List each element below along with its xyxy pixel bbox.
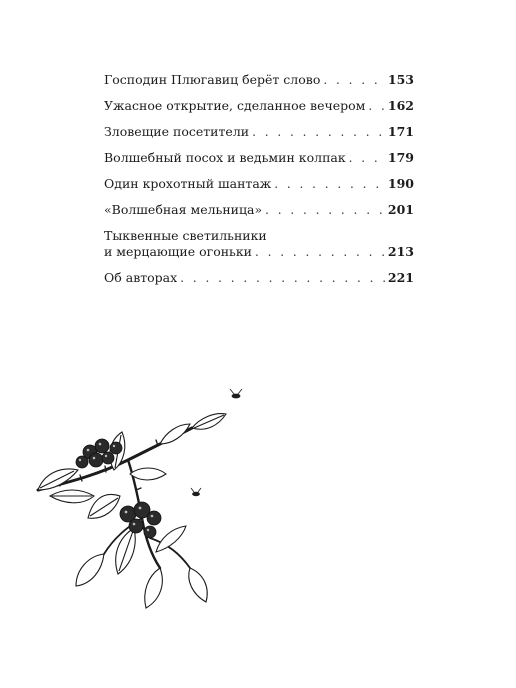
toc-entry-title-line2: и мерцающие огоньки [104,244,253,259]
dot-leader [323,72,385,88]
dot-leader [368,98,385,114]
toc-entry[interactable] [104,98,414,114]
leaf-shape [160,424,190,444]
toc-entry-page: 221 [387,270,414,285]
blackberry-branch-illustration [30,378,270,618]
toc-entry-title: Ужасное открытие, сделанное вечером [104,98,366,113]
fly-icon [191,488,201,496]
toc-entry-title: Волшебный посох и ведьмин колпак [104,150,346,165]
leaf-shape [145,568,163,608]
dot-leader [349,150,385,166]
toc-entry-page: 162 [387,98,414,113]
toc-entry-page: 153 [387,72,414,87]
toc-entry-title: Об авторах [104,270,178,285]
leaf-shape [76,554,104,586]
toc-entry-title: Один крохотный шантаж [104,176,272,191]
dot-leader [255,244,385,260]
toc-entry-page: 179 [387,150,414,165]
toc-entry-title: «Волшебная мельница» [104,202,263,217]
dot-leader [265,202,385,218]
toc-entry[interactable] [104,124,414,140]
toc-entry-page: 190 [387,176,414,191]
toc-entry-title: Зловещие посетители [104,124,250,139]
dot-leader [180,270,385,286]
dot-leader [274,176,385,192]
toc-entry[interactable] [104,176,414,192]
toc-entry-page: 201 [387,202,414,217]
toc-entry[interactable] [104,72,414,88]
leaf-shape [189,568,207,602]
toc-entry-title-line1: Тыквенные светильники [104,228,267,243]
toc-entry-page: 213 [387,244,414,259]
fly-icon [230,389,242,398]
toc-entry[interactable] [104,150,414,166]
toc-entry-page: 171 [387,124,414,139]
leaf-shape [130,468,166,480]
dot-leader [252,124,385,140]
table-of-contents [104,72,414,296]
toc-entry[interactable] [104,228,414,260]
toc-entry-title: Господин Плюгавиц берёт слово [104,72,321,87]
toc-entry[interactable] [104,202,414,218]
toc-entry[interactable] [104,270,414,286]
